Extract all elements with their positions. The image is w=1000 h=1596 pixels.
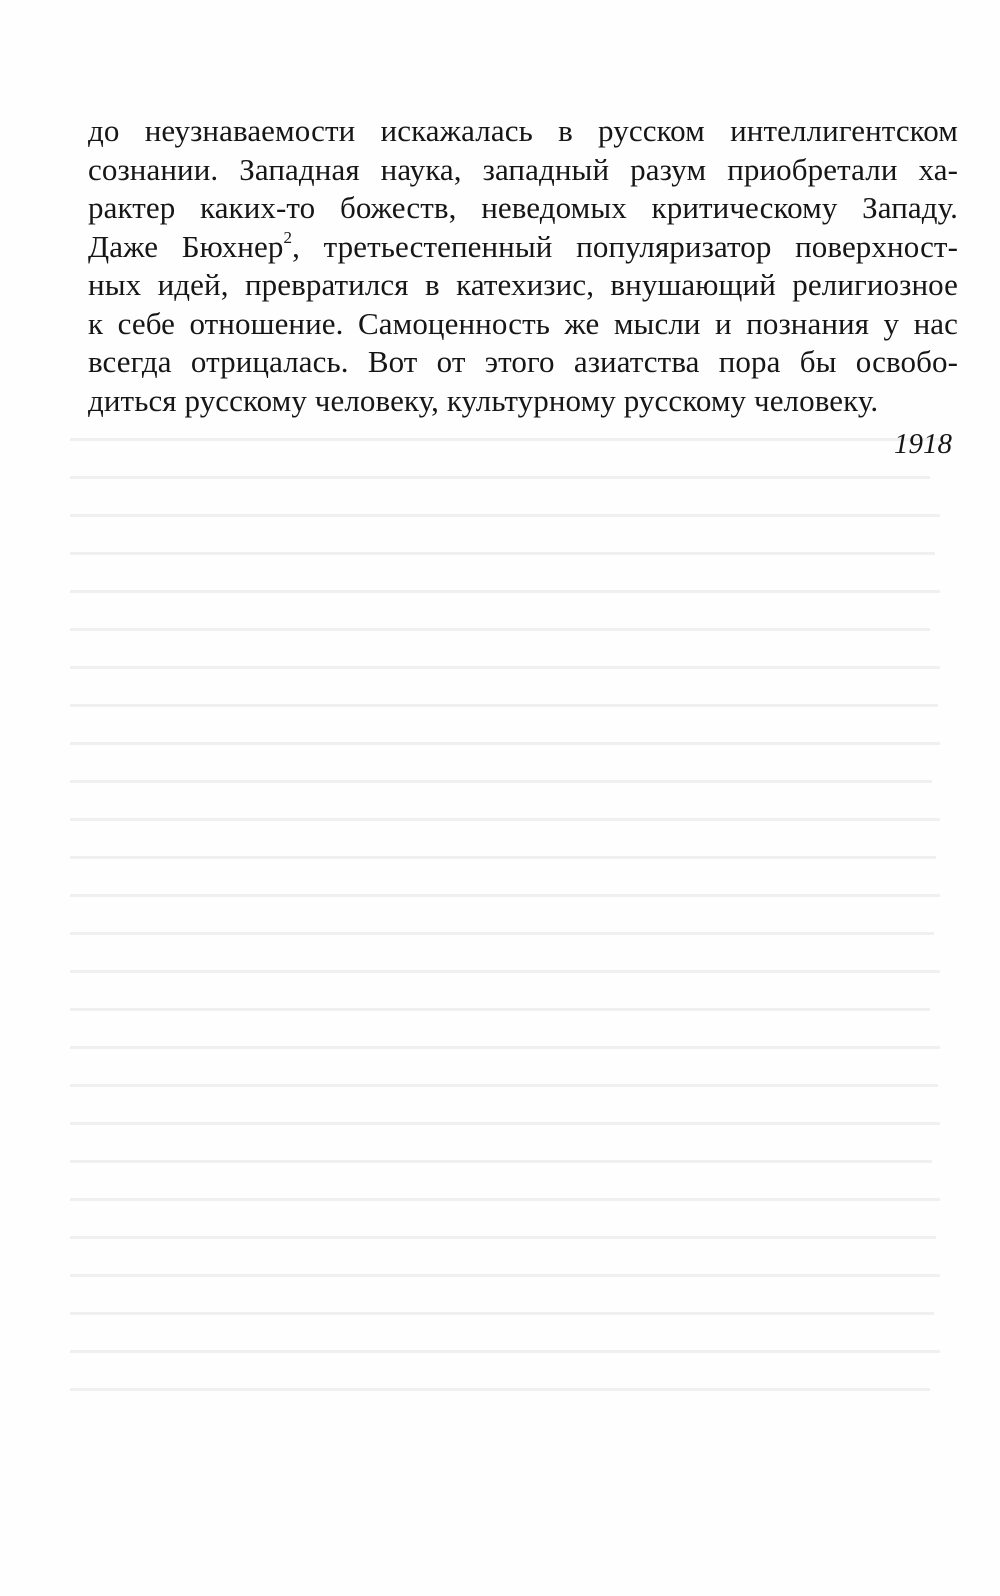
text-line: всегда отрицалась. Вот от этого азиатства пора бы освобо- — [88, 344, 958, 379]
text-fragment: , третьестепенный популяризатор поверхност- — [292, 228, 958, 264]
text-line: рактер каких-то божеств, неведомых критическому Западу. — [88, 190, 958, 225]
text-fragment: Даже Бюхнер — [88, 228, 284, 264]
footnote-marker[interactable]: 2 — [283, 227, 293, 247]
body-text — [88, 112, 958, 420]
text-line: сознании. Западная наука, западный разум приобретали ха- — [88, 151, 958, 187]
text-line: к себе отношение. Самоценность же мысли и познания у нас — [88, 305, 958, 341]
text-line: ных идей, превратился в катехизис, внушающий религиозное — [88, 267, 958, 302]
date-signature: 1918 — [894, 428, 952, 460]
text-line: до неузнаваемости искажалась в русском интеллигентском — [88, 113, 958, 148]
text-line-with-footnote — [88, 228, 958, 267]
show-through-text-from-reverse-side — [70, 428, 950, 1439]
text-line: диться русскому человеку, культурному русскому человеку. — [88, 382, 879, 418]
faint-lines-graphic — [70, 428, 950, 1428]
